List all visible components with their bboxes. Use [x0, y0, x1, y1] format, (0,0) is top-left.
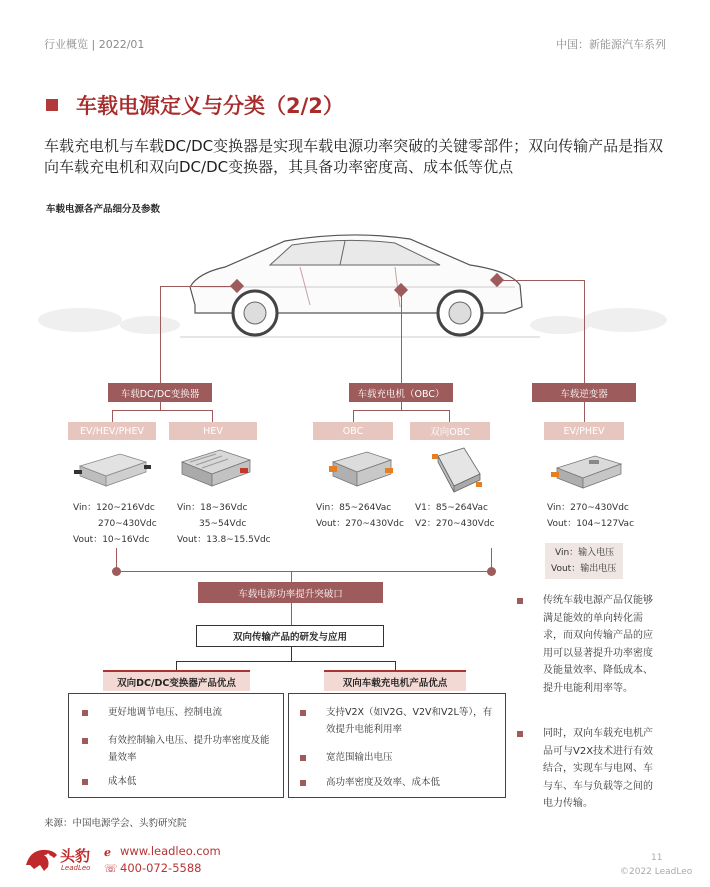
- adv-right-item: 高功率密度及效率、成本低: [326, 777, 441, 788]
- research-box: 双向传输产品的研发与应用: [196, 625, 384, 647]
- connector: [395, 661, 396, 670]
- bullet: [517, 731, 523, 737]
- adv-right-item: 宽范围输出电压: [326, 752, 393, 763]
- note-1: 传统车载电源产品仅能够满足能效的单向转化需求，而双向传输产品的应用可以显著提升功率密度及能量效率、降低成本、提升电能利用率等。: [543, 595, 653, 694]
- connector: [160, 286, 161, 383]
- bullet: [300, 755, 306, 761]
- connector: [497, 280, 584, 281]
- header-left: 行业概览 | 2022/01: [44, 38, 145, 51]
- connector: [160, 402, 161, 410]
- connector: [584, 402, 585, 422]
- spec-line: Vout：270~430Vdc: [316, 519, 404, 529]
- spec-dcdc-1: [73, 500, 157, 548]
- bullet: [82, 738, 88, 744]
- brand-name: 头豹: [60, 847, 91, 865]
- bullet: [82, 710, 88, 716]
- connector: [584, 280, 585, 383]
- connector: [291, 572, 292, 582]
- category-inverter: 车载逆变器: [532, 383, 636, 402]
- car-illustration: [0, 225, 710, 345]
- sub-obc: OBC: [313, 422, 393, 440]
- copyright: ©2022 LeadLeo: [620, 867, 693, 877]
- inverter-image: [549, 452, 627, 494]
- connector: [291, 603, 292, 625]
- spec-line: Vout：104~127Vac: [547, 519, 635, 529]
- spec-obc: [316, 500, 404, 532]
- spec-dcdc-2: [177, 500, 271, 548]
- hev-converter-image: [176, 446, 256, 490]
- legend-box: [545, 543, 623, 579]
- figure-subtitle: 车载电源各产品细分及参数: [46, 204, 161, 215]
- spec-inverter: [547, 500, 634, 532]
- category-dcdc: 车载DC/DC变换器: [108, 383, 212, 402]
- note-2: 同时，双向车载充电机产品可与V2X技术进行有效结合，实现车与电网、车与车、车与负载等之间的电力传输。: [543, 728, 654, 809]
- sub-ev-phev: EV/PHEV: [544, 422, 624, 440]
- spec-line: Vin：18~36Vdc: [177, 503, 248, 513]
- phone-number: 400-072-5588: [120, 861, 202, 875]
- legend-vin: Vin：输入电压: [555, 548, 615, 558]
- bullet: [82, 779, 88, 785]
- intro-text: 车载充电机与车载DC/DC变换器是实现车载电源功率突破的关键零部件；双向传输产品是指双向车载充电机和双向DC/DC变换器，其具备功率密度高、成本低等优点: [44, 137, 664, 176]
- page-title: 车载电源定义与分类（2/2）: [76, 94, 344, 118]
- bullet: [300, 780, 306, 786]
- spec-bidirectional-obc: [415, 500, 495, 532]
- connector: [176, 661, 177, 670]
- adv-left-item: 成本低: [108, 776, 137, 787]
- website-link[interactable]: www.leadleo.com: [120, 844, 221, 858]
- spec-line: Vin：120~216Vdc: [73, 503, 155, 513]
- connector: [112, 410, 212, 411]
- obc-image: [327, 448, 397, 492]
- header-right: 中国：新能源汽车系列: [556, 38, 666, 51]
- sub-ev-hev-phev: EV/HEV/PHEV: [68, 422, 156, 440]
- connector: [112, 410, 113, 422]
- leopard-logo-icon: [24, 845, 60, 873]
- adv-right-title: 双向车载充电机产品优点: [324, 670, 466, 691]
- phone-icon: ☏: [104, 862, 118, 875]
- brand-name-en: LeadLeo: [61, 864, 91, 872]
- connector: [176, 661, 395, 662]
- dcdc-converter-image: [72, 448, 152, 490]
- source-note: 来源：中国电源学会、头豹研究院: [44, 818, 187, 829]
- title-marker: [46, 99, 58, 111]
- connector: [401, 290, 402, 383]
- bidirectional-obc-image: [428, 446, 488, 496]
- globe-icon: ℯ: [104, 846, 111, 859]
- adv-right-item: 支持V2X（如V2G、V2V和V2L等），有效提升电能利用率: [326, 707, 493, 735]
- adv-left-item: 有效控制输入电压、提升功率密度及能量效率: [108, 735, 270, 763]
- spec-line: V2：270~430Vdc: [415, 519, 495, 529]
- spec-line: Vout：10~16Vdc: [73, 535, 150, 545]
- legend-vout: Vout：输出电压: [551, 564, 617, 574]
- connector: [353, 410, 354, 422]
- dot-right: [487, 567, 496, 576]
- spec-line: 270~430Vdc: [98, 519, 157, 529]
- spec-line: Vout：13.8~15.5Vdc: [177, 535, 271, 545]
- connector: [116, 571, 491, 572]
- page-number: 11: [651, 853, 663, 863]
- category-obc: 车载充电机（OBC）: [349, 383, 453, 402]
- connector: [212, 410, 213, 422]
- spec-line: 35~54Vdc: [199, 519, 247, 529]
- connector: [291, 647, 292, 661]
- sub-bidirectional-obc: 双向OBC: [410, 422, 490, 440]
- connector: [353, 410, 449, 411]
- breakthrough-box: 车载电源功率提升突破口: [198, 582, 383, 603]
- spec-line: Vin：270~430Vdc: [547, 503, 629, 513]
- adv-left-item: 更好地调节电压、控制电流: [108, 707, 223, 718]
- spec-line: Vin：85~264Vac: [316, 503, 392, 513]
- connector: [160, 286, 237, 287]
- adv-left-title: 双向DC/DC变换器产品优点: [103, 670, 250, 691]
- bullet: [300, 710, 306, 716]
- dot-left: [112, 567, 121, 576]
- spec-line: V1：85~264Vac: [415, 503, 488, 513]
- connector: [449, 410, 450, 422]
- bullet: [517, 598, 523, 604]
- sub-hev: HEV: [169, 422, 257, 440]
- connector: [401, 402, 402, 410]
